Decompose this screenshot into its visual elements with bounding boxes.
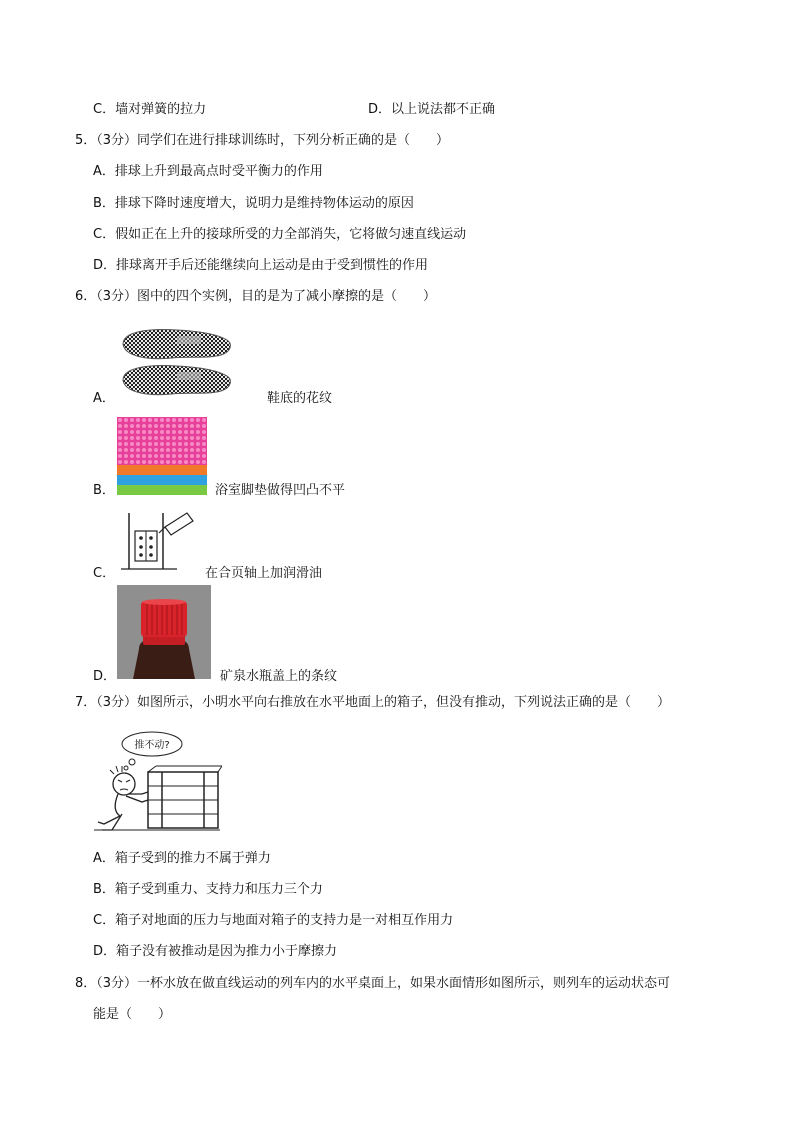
q6-option-d-letter: D． — [93, 669, 117, 684]
q6-option-b-letter: B． — [93, 483, 115, 498]
push-box-figure — [92, 728, 222, 834]
q6-option-c-caption: 在合页轴上加润滑油 — [205, 566, 323, 581]
q6-option-a-caption: 鞋底的花纹 — [267, 391, 333, 406]
bottle-cap-image — [117, 585, 211, 679]
speech-bubble-text: 推不动? — [134, 740, 170, 751]
q5-option-c: C．假如正在上升的接球所受的力全部消失，它将做匀速直线运动 — [93, 227, 467, 242]
q5-option-a: A．排球上升到最高点时受平衡力的作用 — [93, 164, 323, 179]
q6-stem: 6．（3分）图中的四个实例，目的是为了减小摩擦的是（ ） — [75, 289, 437, 304]
q6-option-d-caption: 矿泉水瓶盖上的条纹 — [220, 669, 338, 684]
q6-option-b-caption: 浴室脚垫做得凹凸不平 — [215, 483, 346, 498]
q7-option-a: A．箱子受到的推力不属于弹力 — [93, 851, 271, 866]
bath-mat-image — [117, 417, 207, 495]
q6-option-c-letter: C． — [93, 566, 116, 581]
q5-stem: 5．（3分）同学们在进行排球训练时，下列分析正确的是（ ） — [75, 133, 450, 148]
q7-option-b: B．箱子受到重力、支持力和压力三个力 — [93, 882, 323, 897]
q7-stem: 7．（3分）如图所示，小明水平向右推放在水平地面上的箱子，但没有推动，下列说法正确的是（ ） — [75, 695, 671, 710]
q8-stem-line2: 能是（ ） — [93, 1007, 172, 1022]
q5-option-d: D．排球离开手后还能继续向上运动是由于受到惯性的作用 — [93, 258, 429, 273]
q7-option-c: C．箱子对地面的压力与地面对箱子的支持力是一对相互作用力 — [93, 913, 454, 928]
q8-stem-line1: 8．（3分）一杯水放在做直线运动的列车内的水平桌面上，如果水面情形如图所示，则列车的运动状态可 — [75, 976, 671, 991]
q5-option-b: B．排球下降时速度增大，说明力是维持物体运动的原因 — [93, 196, 414, 211]
q6-option-a-letter: A． — [93, 391, 115, 406]
hinge-oil-image — [117, 505, 197, 577]
q7-option-d: D．箱子没有被推动是因为推力小于摩擦力 — [93, 944, 338, 959]
q4-option-d: D．以上说法都不正确 — [368, 102, 496, 117]
q4-option-c: C．墙对弹簧的拉力 — [93, 102, 207, 117]
shoe-sole-pattern-image — [117, 322, 237, 406]
